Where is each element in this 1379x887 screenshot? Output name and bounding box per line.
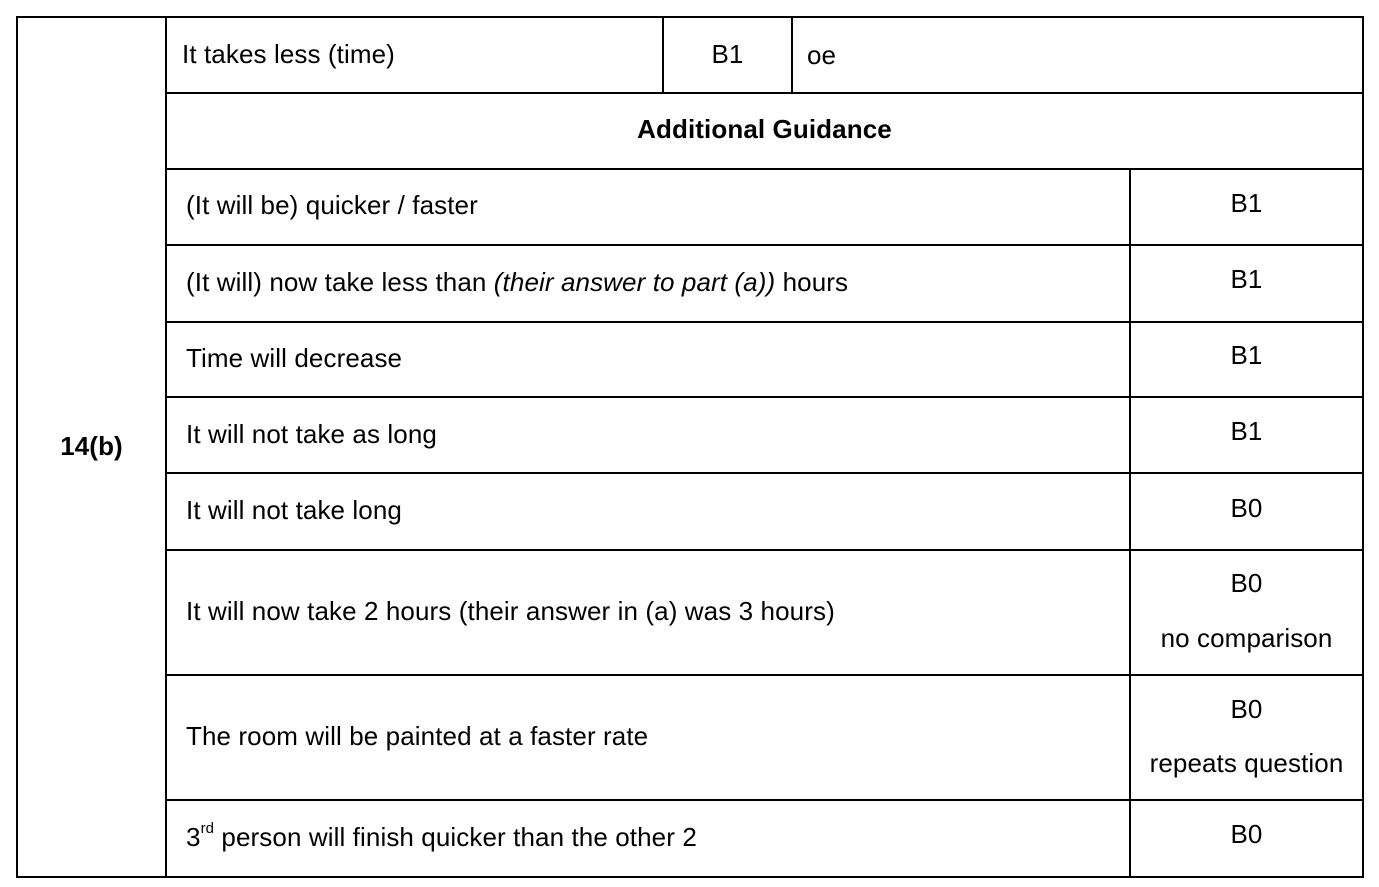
question-label: 14(b)	[60, 431, 123, 461]
question-column-divider	[165, 16, 167, 878]
guidance-row-mark: B0	[1230, 568, 1263, 598]
row-separator	[165, 799, 1364, 801]
guidance-row-mark: B1	[1230, 264, 1263, 294]
guidance-row-mark: B1	[1230, 340, 1263, 370]
row-separator	[165, 168, 1364, 170]
answer-mark: B1	[711, 39, 744, 69]
guidance-row-text: Time will decrease	[186, 343, 403, 373]
guidance-row-text	[186, 822, 697, 852]
table-border-top	[16, 16, 1364, 18]
mark-comment-divider	[791, 16, 793, 94]
guidance-text-plain: (It will) now take less than	[186, 267, 494, 297]
guidance-row-mark: B0	[1230, 819, 1263, 849]
row-separator	[165, 92, 1364, 94]
row-separator	[165, 674, 1364, 676]
guidance-row-note: repeats question	[1149, 748, 1344, 778]
guidance-row-mark: B0	[1230, 493, 1263, 523]
guidance-row-text: It will not take as long	[186, 419, 437, 449]
guidance-row-mark: B1	[1230, 188, 1263, 218]
guidance-text-plain: person will finish quicker than the other 2	[214, 822, 697, 852]
guidance-heading: Additional Guidance	[637, 114, 892, 144]
guidance-text-italic: (their answer to part (a))	[493, 267, 776, 297]
table-border-right	[1362, 16, 1364, 878]
row-separator	[165, 244, 1364, 246]
guidance-text-plain: hours	[775, 267, 849, 297]
row-separator	[165, 321, 1364, 323]
row-separator	[165, 396, 1364, 398]
guidance-row-note: no comparison	[1160, 623, 1333, 653]
row-separator	[165, 472, 1364, 474]
row-separator	[165, 549, 1364, 551]
guidance-row-mark: B0	[1230, 694, 1263, 724]
guidance-row-text: It will not take long	[186, 495, 402, 525]
guidance-text-plain: 3	[186, 822, 201, 852]
answer-comment: oe	[807, 40, 837, 70]
answer-text: It takes less (time)	[182, 39, 395, 69]
guidance-row-text	[186, 267, 848, 297]
guidance-row-text: It will now take 2 hours (their answer in (a) was 3 hours)	[186, 596, 835, 626]
guidance-row-text: (It will be) quicker / faster	[186, 190, 478, 220]
guidance-row-text: The room will be painted at a faster rate	[186, 721, 649, 751]
table-border-bottom	[16, 876, 1364, 878]
ordinal-superscript: rd	[200, 820, 215, 838]
guidance-row-mark: B1	[1230, 416, 1263, 446]
